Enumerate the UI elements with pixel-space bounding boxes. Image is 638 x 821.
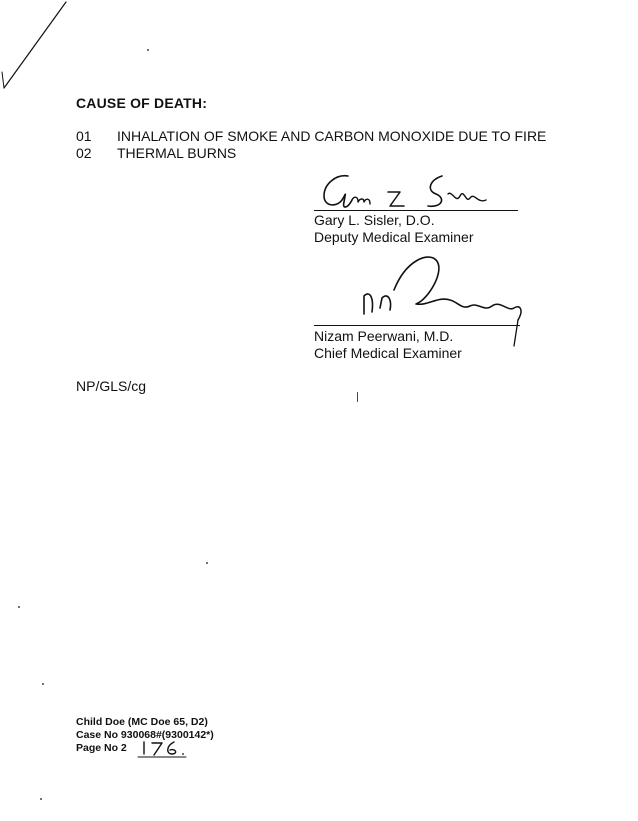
scan-speck [18, 606, 20, 608]
scan-speck [40, 798, 42, 800]
scan-margin-line [0, 0, 70, 95]
footer-period [182, 753, 184, 755]
footer-case-number: Case No 930068#(9300142*) [76, 729, 214, 741]
cause-text-2: THERMAL BURNS [117, 145, 237, 161]
scan-speck [147, 49, 149, 51]
signatory-name-peerwani: Nizam Peerwani, M.D. [314, 328, 454, 344]
scan-speck [206, 562, 208, 564]
scan-speck [42, 683, 44, 685]
cause-of-death-heading: CAUSE OF DEATH: [76, 95, 208, 111]
cause-number-2: 02 [76, 145, 92, 161]
cause-text-1: INHALATION OF SMOKE AND CARBON MONOXIDE DUE TO FIRE [117, 128, 547, 144]
signature-line-peerwani [314, 325, 520, 326]
signatory-title-sisler: Deputy Medical Examiner [314, 229, 474, 245]
cause-number-1: 01 [76, 128, 92, 144]
signature-sisler [318, 170, 498, 215]
scan-speck [357, 392, 358, 402]
footer-case-title: Child Doe (MC Doe 65, D2) [76, 716, 208, 728]
signature-line-sisler [314, 210, 518, 211]
signatory-title-peerwani: Chief Medical Examiner [314, 345, 462, 361]
footer-page-label: Page No 2 [76, 742, 127, 754]
signatory-name-sisler: Gary L. Sisler, D.O. [314, 212, 435, 228]
typist-initials: NP/GLS/cg [76, 378, 147, 394]
handwritten-page-number [136, 738, 190, 760]
